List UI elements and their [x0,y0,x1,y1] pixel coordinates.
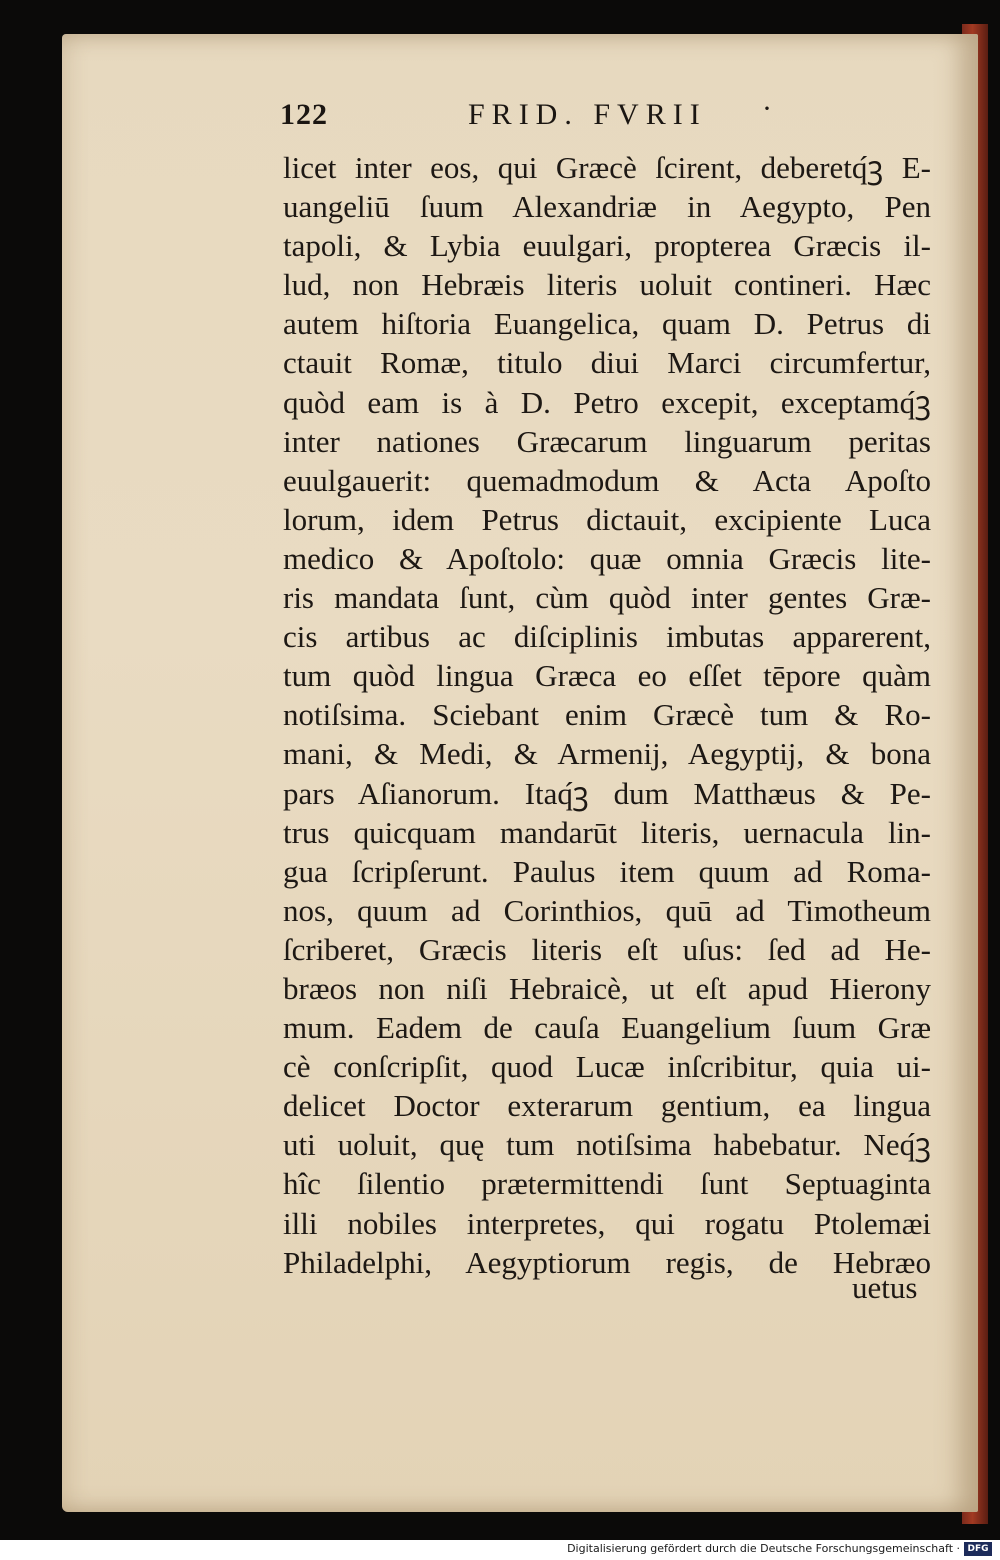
text-line: Philadelphi, Aegyptiorum regis, de Hebræo [283,1244,931,1280]
text-line: lud, non Hebræis literis uoluit contineri. Hæc [283,267,931,303]
text-line: ctauit Romæ, titulo diui Marci circumfertur, [283,345,931,381]
text-line: licet inter eos, qui Græcè ſcirent, deberetq́ꝫ E- [283,150,931,185]
text-line: cis artibus ac diſciplinis imbutas apparerent, [283,619,931,655]
running-header [280,92,780,138]
text-line: notiſsima. Sciebant enim Græcè tum & Ro- [283,697,931,733]
text-line: gua ſcripſerunt. Paulus item quum ad Roma- [283,853,931,889]
body-text [283,148,931,1282]
text-line: inter nationes Græcarum linguarum peritas [283,423,931,459]
text-line: tum quòd lingua Græca eo eſſet tēpore quàm [283,658,931,694]
text-line: bræos non niſi Hebraicè, ut eſt apud Hierony [283,970,931,1006]
text-line: mum. Eadem de cauſa Euangelium ſuum Græ [283,1010,931,1046]
text-line: autem hiſtoria Euangelica, quam D. Petrus di [283,306,931,342]
text-line: euulgauerit: quemadmodum & Acta Apoſto [283,462,931,498]
text-line: medico & Apoſtolo: quæ omnia Græcis lite- [283,540,931,576]
text-line: pars Aſianorum. Itaq́ꝫ dum Matthæus & Pe- [283,775,931,811]
text-line: trus quicquam mandarūt literis, uernacula lin- [283,814,931,850]
text-line: mani, & Medi, & Armenij, Aegyptij, & bona [283,736,931,772]
header-ornament: · [762,92,779,125]
text-line: ris mandata ſunt, cùm quòd inter gentes Græ- [283,580,931,616]
text-line: hîc ſilentio prætermittendi ſunt Septuaginta [283,1166,931,1202]
text-line: lorum, idem Petrus dictauit, excipiente Luca [283,501,931,537]
running-title: FRID. FVRII [468,98,707,131]
catchword: uetus [852,1270,918,1305]
footer-credit: Digitalisierung gefördert durch die Deutsche Forschungsgemeinschaft · [567,1542,960,1555]
text-line: illi nobiles interpretes, qui rogatu Ptolemæi [283,1205,931,1241]
text-line: ſcriberet, Græcis literis eſt uſus: ſed ad He- [283,931,931,967]
text-line: delicet Doctor exterarum gentium, ea lingua [283,1088,931,1124]
text-line: uti uoluit, quę tum notiſsima habebatur. Neq́ꝫ [283,1127,931,1163]
text-line: cè conſcripſit, quod Lucæ inſcribitur, quia ui- [283,1049,931,1085]
page-number: 122 [280,98,328,131]
text-line: uangeliū ſuum Alexandriæ in Aegypto, Pen [283,189,931,225]
text-line: tapoli, & Lybia euulgari, propterea Græcis il- [283,228,931,264]
text-line: quòd eam is à D. Petro excepit, exceptamq́ꝫ [283,384,931,420]
text-line: nos, quum ad Corinthios, quū ad Timotheum [283,892,931,928]
dfg-logo: DFG [964,1542,992,1556]
